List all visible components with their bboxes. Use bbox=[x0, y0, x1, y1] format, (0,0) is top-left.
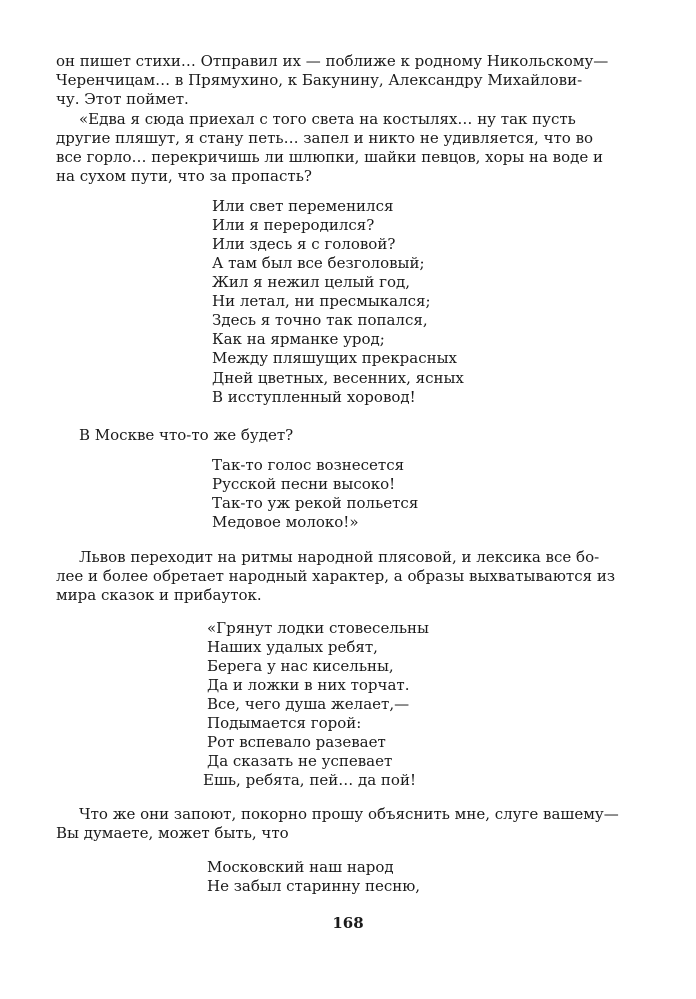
verse-line: Русской песни высоко! bbox=[212, 475, 396, 493]
verse-line: Или свет переменился bbox=[212, 197, 394, 215]
verse-line: Жил я нежил целый год, bbox=[212, 273, 410, 291]
verse-line: Рот вспевало разевает bbox=[207, 733, 386, 751]
verse-line: Наших удалых ребят, bbox=[207, 638, 378, 656]
verse-line: Ни летал, ни пресмыкался; bbox=[212, 292, 431, 310]
text-line: все горло… перекричишь ли шлюпки, шайки певцов, хоры на воде и bbox=[56, 148, 604, 166]
text-line: мира сказок и прибауток. bbox=[56, 586, 262, 604]
verse-line: Да сказать не успевает bbox=[207, 752, 393, 770]
text-line: Львов переходит на ритмы народной плясовой, и лексика все бо- bbox=[79, 548, 600, 566]
text-line: «Едва я сюда приехал с того света на костылях… ну так пусть bbox=[79, 110, 576, 128]
verse-line: Ешь, ребята, пей… да пой! bbox=[203, 771, 416, 789]
verse-line: Или здесь я с головой? bbox=[212, 235, 396, 253]
text-line: Черенчицам… в Прямухино, к Бакунину, Александру Михайлови- bbox=[56, 71, 583, 89]
verse-line: Так-то голос вознесется bbox=[212, 456, 405, 474]
verse-line: А там был все безголовый; bbox=[212, 254, 425, 272]
text-line: лее и более обретает народный характер, а образы выхватываются из bbox=[56, 567, 616, 585]
verse-line: Между пляшущих прекрасных bbox=[212, 349, 457, 367]
text-line: Что же они запоют, покорно прошу объяснить мне, слуге вашему— bbox=[79, 805, 619, 823]
verse-line: Дней цветных, весенних, ясных bbox=[212, 369, 464, 387]
verse-line: «Грянут лодки стовесельны bbox=[207, 619, 429, 637]
text-line: на сухом пути, что за пропасть? bbox=[56, 167, 312, 185]
text-line: В Москве что-то же будет? bbox=[79, 426, 294, 444]
page-number: 168 bbox=[332, 914, 364, 932]
text-line: Вы думаете, может быть, что bbox=[56, 824, 289, 842]
verse-line: Или я переродился? bbox=[212, 216, 375, 234]
verse-line: Берега у нас кисельны, bbox=[207, 657, 394, 675]
text-line: другие пляшут, я стану петь… запел и никто не удивляется, что во bbox=[56, 129, 594, 147]
verse-line: Здесь я точно так попался, bbox=[212, 311, 428, 329]
verse-line: Да и ложки в них торчат. bbox=[207, 676, 410, 694]
verse-line: В исступленный хоровод! bbox=[212, 388, 416, 406]
text-line: чу. Этот поймет. bbox=[56, 90, 189, 108]
text-line: он пишет стихи… Отправил их — поближе к родному Никольскому— bbox=[56, 52, 609, 70]
verse-line: Так-то уж рекой польется bbox=[212, 494, 419, 512]
verse-line: Медовое молоко!» bbox=[212, 513, 359, 531]
verse-line: Не забыл старинну песню, bbox=[207, 877, 421, 895]
verse-line: Все, чего душа желает,— bbox=[207, 695, 410, 713]
verse-line: Как на ярманке урод; bbox=[212, 330, 385, 348]
verse-line: Подымается горой: bbox=[207, 714, 362, 732]
verse-line: Московский наш народ bbox=[207, 858, 394, 876]
